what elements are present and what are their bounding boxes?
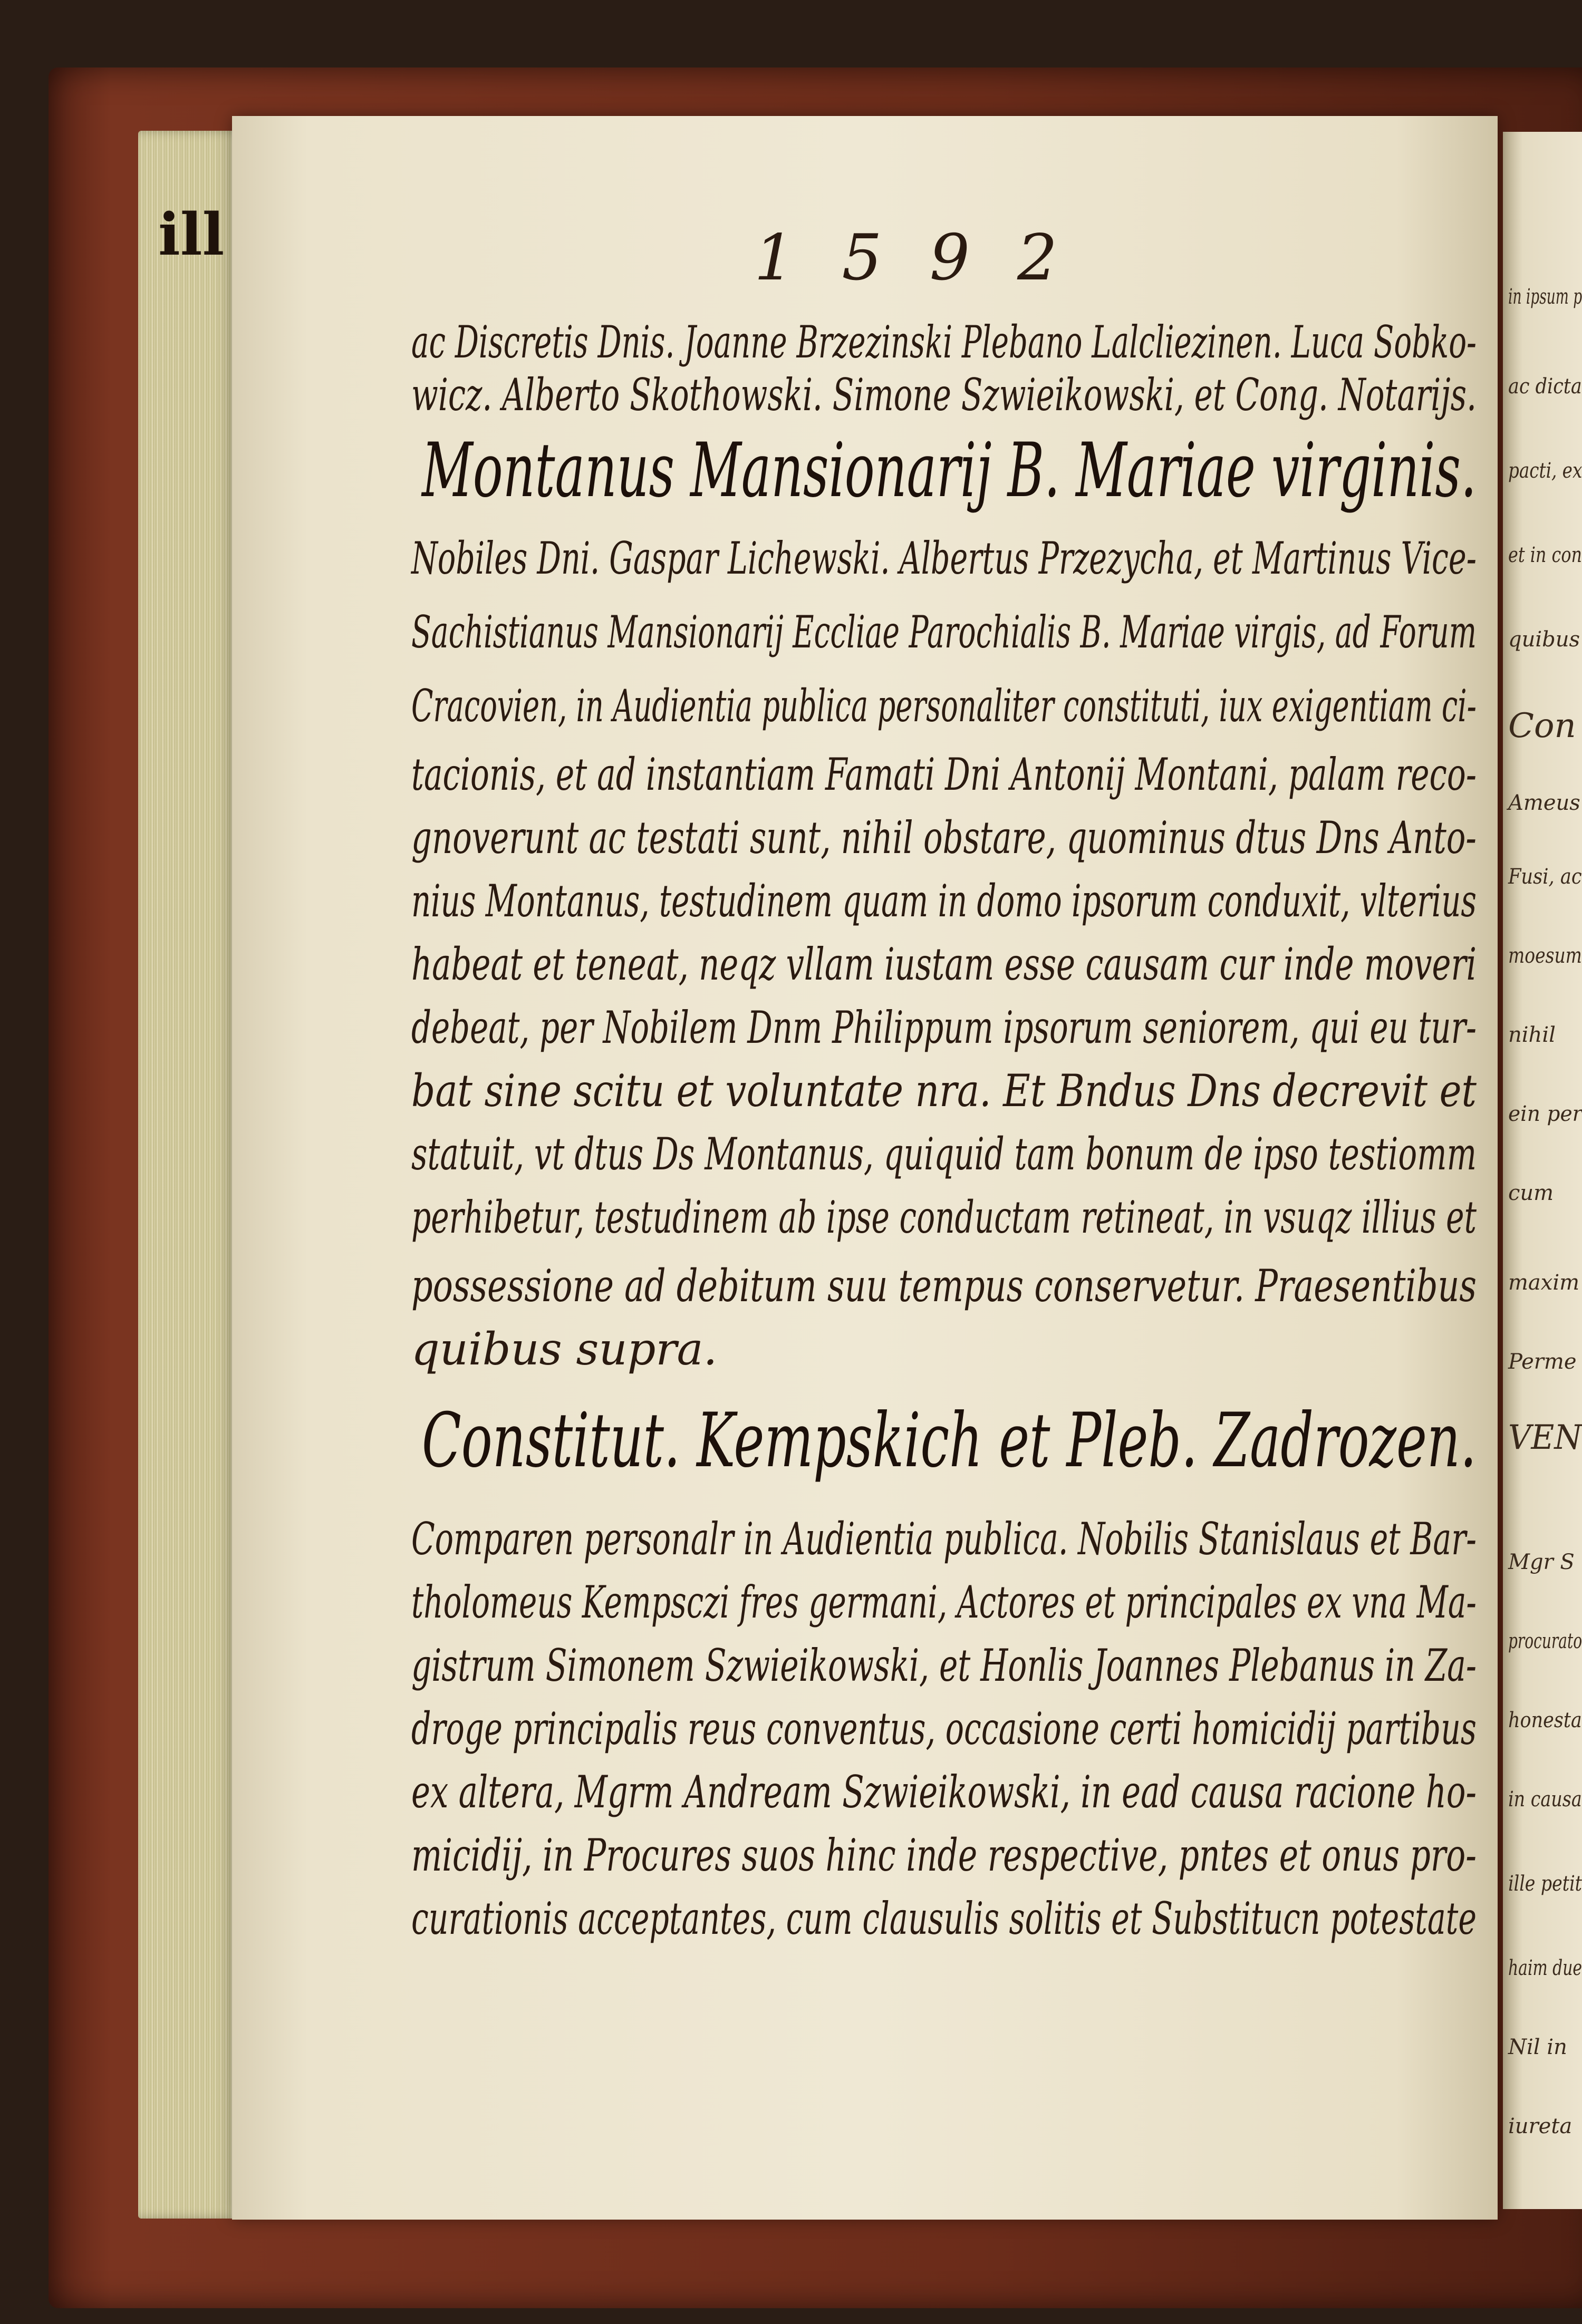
facing-fragment: ille petit xyxy=(1508,1872,1582,1896)
facing-page xyxy=(1503,132,1582,2209)
facing-fragment: ac dicta xyxy=(1508,374,1582,399)
facing-fragment: haim due xyxy=(1508,1956,1582,1980)
text-line: possessione ad debitum suu tempus conservetur. Praesentibus xyxy=(411,1260,1477,1312)
facing-fragment: Con xyxy=(1508,706,1576,745)
text-line: ex altera, Mgrm Andream Szwieikowski, in ead causa racione ho- xyxy=(411,1766,1477,1818)
text-line: curationis acceptantes, cum clausulis solitis et Substitucn potestate xyxy=(411,1893,1477,1944)
facing-fragment: Fusi, ac xyxy=(1508,865,1582,889)
text-line: statuit, vt dtus Ds Montanus, quiquid tam bonum de ipso testiomm xyxy=(411,1128,1477,1180)
facing-fragment: Nil in xyxy=(1508,2035,1567,2059)
text-line: perhibetur, testudinem ab ipse conductam retineat, in vsuqz illius et xyxy=(411,1192,1477,1243)
text-line: tholomeus Kempsczi fres germani, Actores et principales ex vna Ma- xyxy=(411,1576,1477,1628)
text-line: wicz. Alberto Skothowski. Simone Szwieikowski, et Cong. Notarijs. xyxy=(411,369,1477,421)
text-line: gnoverunt ac testati sunt, nihil obstare, quominus dtus Dns Anto- xyxy=(411,812,1477,864)
facing-fragment: in causa xyxy=(1508,1787,1582,1812)
text-line: Nobiles Dni. Gaspar Lichewski. Albertus Przezycha, et Martinus Vice- xyxy=(411,532,1477,584)
section-heading: Constitut. Kempskich et Pleb. Zadrozen. xyxy=(422,1397,1477,1484)
facing-fragment: cum xyxy=(1508,1181,1554,1205)
facing-fragment: Perme xyxy=(1508,1350,1577,1374)
text-line: bat sine scitu et voluntate nra. Et Bndus Dns decrevit et xyxy=(411,1065,1477,1117)
facing-fragment: maxim xyxy=(1508,1271,1580,1295)
text-line: debeat, per Nobilem Dnm Philippum ipsorum seniorem, qui eu tur- xyxy=(411,1002,1477,1053)
facing-fragment: moesum xyxy=(1508,944,1582,968)
facing-fragment: in ipsum p xyxy=(1508,285,1582,309)
page-year: 1592 xyxy=(754,221,1105,295)
text-line: habeat et teneat, neqz vllam iustam esse causam cur inde moveri xyxy=(411,938,1477,990)
text-line: nius Montanus, testudinem quam in domo ipsorum conduxit, vlterius xyxy=(411,875,1477,927)
facing-fragment: honesta xyxy=(1508,1708,1582,1732)
facing-fragment: procurato xyxy=(1508,1629,1582,1653)
text-line: micidij, in Procures suos hinc inde respective, pntes et onus pro- xyxy=(411,1829,1477,1881)
text-line: ac Discretis Dnis. Joanne Brzezinski Plebano Lalcliezinen. Luca Sobko- xyxy=(411,316,1477,368)
facing-fragment: Ameus xyxy=(1508,791,1580,815)
facing-fragment: pacti, ex xyxy=(1508,459,1582,483)
facing-fragment: ein per xyxy=(1508,1102,1582,1126)
facing-fragment: iureta xyxy=(1508,2114,1573,2138)
facing-fragment: et in con xyxy=(1508,543,1582,567)
text-line: droge principalis reus conventus, occasione certi homicidij partibus xyxy=(411,1703,1477,1755)
folio-mark: ill xyxy=(158,200,225,268)
text-line: Comparen personalr in Audientia publica. Nobilis Stanislaus et Bar- xyxy=(411,1513,1477,1565)
facing-fragment: VEN xyxy=(1508,1418,1582,1457)
text-line: gistrum Simonem Szwieikowski, et Honlis Joannes Plebanus in Za- xyxy=(411,1640,1477,1691)
text-line: Cracovien, in Audientia publica personaliter constituti, iux exigentiam ci- xyxy=(411,680,1477,732)
facing-fragment: quibus xyxy=(1508,627,1580,652)
text-line: quibus supra. xyxy=(411,1323,718,1375)
facing-fragment: nihil xyxy=(1508,1023,1556,1047)
section-heading: Montanus Mansionarij B. Mariae virginis. xyxy=(422,427,1477,514)
text-line: Sachistianus Mansionarij Eccliae Parochialis B. Mariae virgis, ad Forum xyxy=(411,606,1477,658)
facing-fragment: Mgr S xyxy=(1508,1550,1575,1574)
text-line: tacionis, et ad instantiam Famati Dni Antonij Montani, palam reco- xyxy=(411,749,1477,800)
